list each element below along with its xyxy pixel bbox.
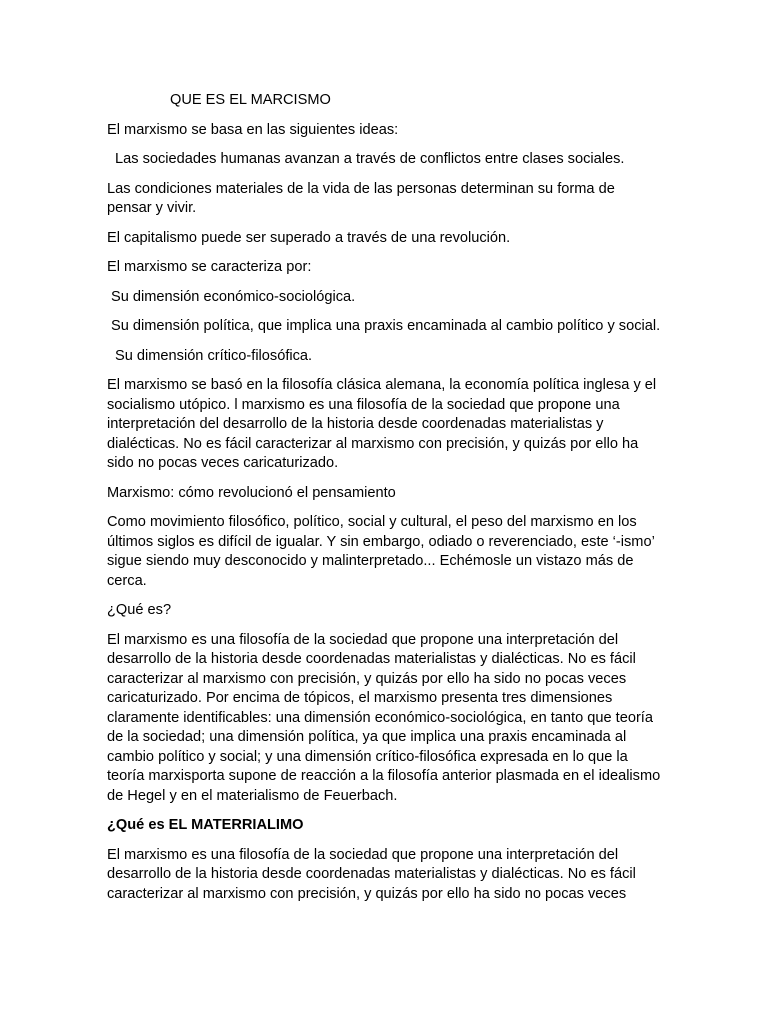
paragraph-idea-3: El capitalismo puede ser superado a través de una revolución. — [107, 229, 511, 246]
paragraph-question: ¿Qué es? — [107, 602, 172, 618]
paragraph-subtitle: Marxismo: cómo revolucionó el pensamiento — [107, 484, 396, 501]
paragraph-characteristics: El marxismo se caracteriza por: — [107, 259, 312, 275]
document-title: QUE ES EL MARCISMO — [170, 92, 331, 108]
paragraph-dimension-2: Su dimensión política, que implica una praxis encaminada al cambio político y social. — [111, 318, 661, 334]
paragraph-idea-1: Las sociedades humanas avanzan a través de conflictos entre clases sociales. — [115, 151, 625, 167]
paragraph-intro: El marxismo se basa en las siguientes ideas: — [107, 121, 399, 138]
paragraph-dimension-3: Su dimensión crítico-filosófica. — [115, 347, 313, 364]
paragraph-last: El marxismo es una filosofía de la sociedad que propone una interpretación del desarrollo de la historia desde coordenadas materialistas y dialécticas. No es fácil caracterizar al marxismo con precisión, y quizás por ello ha sido no pocas veces — [107, 846, 636, 902]
paragraph-idea-2: Las condiciones materiales de la vida de las personas determinan su forma de pensar y vivir. — [107, 180, 615, 216]
paragraph-origins: El marxismo se basó en la filosofía clásica alemana, la economía política inglesa y el socialismo utópico. l marxismo es una filosofía de la sociedad que propone una interpretación del desarrollo de la historia desde coordenadas materialistas y dialécticas. No es fácil caracterizar al marxismo con precisión, y quizás por ello ha sido no pocas veces caricaturizado. — [107, 377, 657, 471]
paragraph-definition: El marxismo es una filosofía de la sociedad que propone una interpretación del desarrollo de la historia desde coordenadas materialistas y dialécticas. No es fácil caracterizar al marxismo con precisión, y quizás por ello ha sido no pocas veces caricaturizado. Por encima de tópicos, el marxismo presenta tres dimensiones claramente identificables: una dimensión económico-sociológica, en tanto que teoría de la sociedad; una dimensión política, ya que implica una praxis encaminada al cambio político y social; y una dimensión crítico-filosófica expresada en lo que la teoría marxisporta supone de reacción a la filosofía anterior plasmada en el idealismo de Hegel y en el materialismo de Feuerbach. — [107, 631, 661, 804]
paragraph-dimension-1: Su dimensión económico-sociológica. — [111, 288, 356, 305]
paragraph-movement: Como movimiento filosófico, político, social y cultural, el peso del marxismo en los últimos siglos es difícil de igualar. Y sin embargo, odiado o reverenciado, este ‘-ismo’ sigue siendo muy desconocido y malinterpretado... Echémosle un vistazo más de cerca. — [107, 514, 655, 589]
document-page — [107, 91, 663, 914]
section-heading: ¿Qué es EL MATERRIALIMO — [107, 817, 304, 833]
